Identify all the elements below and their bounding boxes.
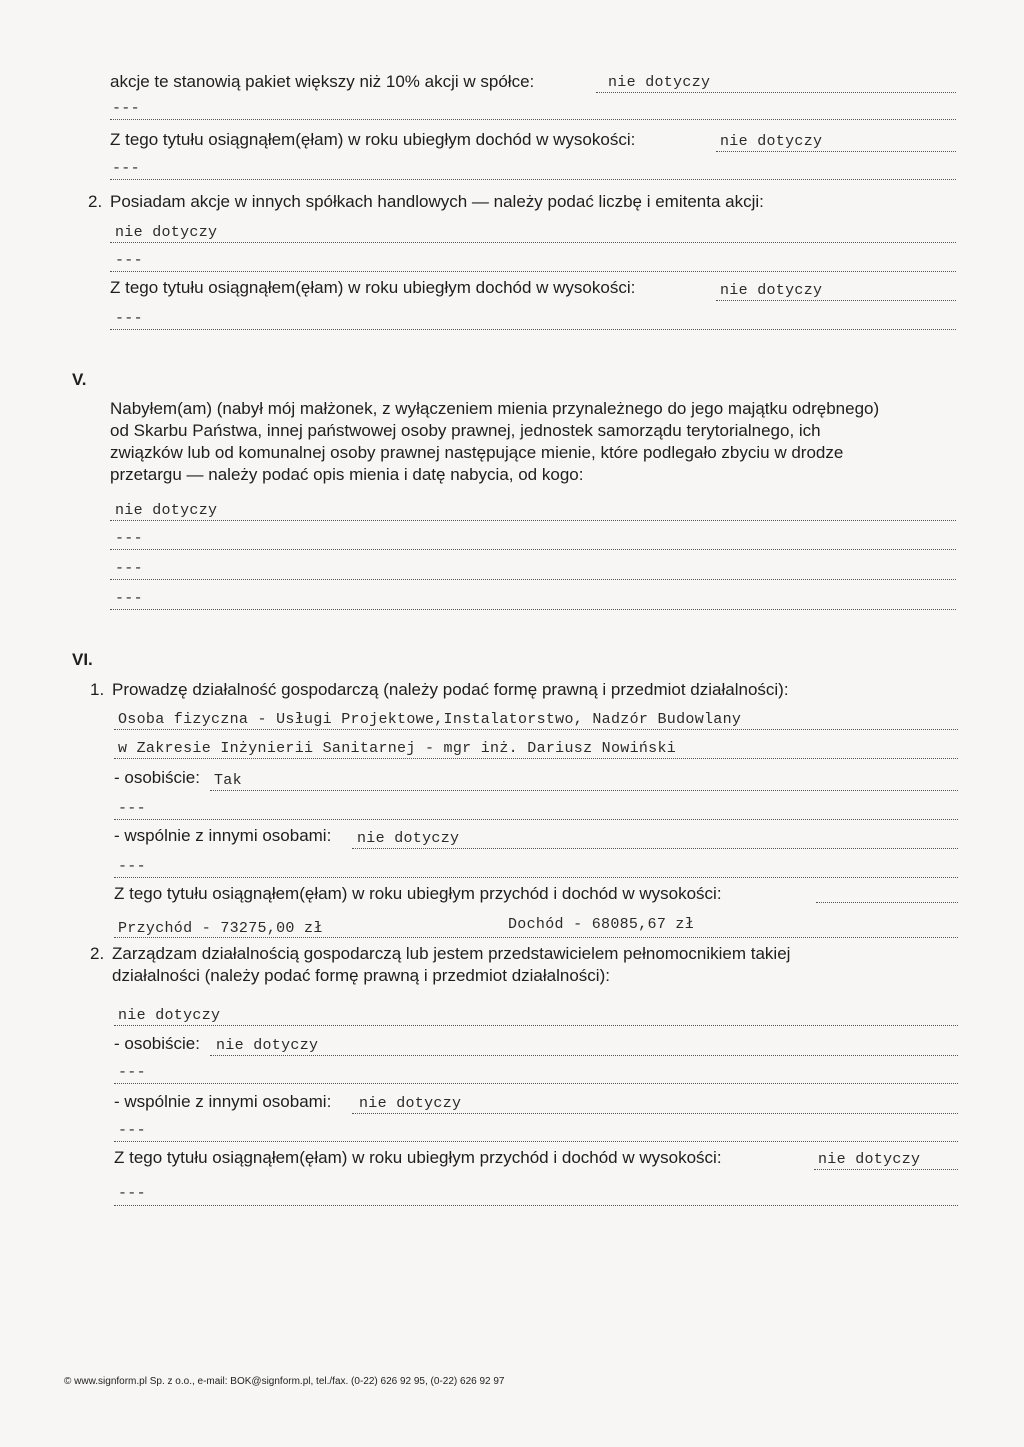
dotted-rule (716, 151, 956, 152)
dotted-rule (110, 119, 956, 120)
section-vi-item2-number: 2. (90, 944, 105, 963)
income-extra-2: --- (115, 310, 143, 327)
item2-personally-extra: --- (118, 1064, 146, 1081)
section-vi-item2-value: nie dotyczy (118, 1007, 221, 1024)
item2-personally-label: - osobiście: (114, 1034, 200, 1053)
section-v-extra-2: --- (115, 560, 143, 577)
dotted-rule (114, 729, 958, 730)
section-v-extra-1: --- (115, 530, 143, 547)
section-v-value: nie dotyczy (115, 502, 218, 519)
item2-number: 2. (88, 192, 103, 211)
dotted-rule (716, 300, 956, 301)
item2-income-label: Z tego tytułu osiągnąłem(ęłam) w roku ubiegłym przychód i dochód w wysokości: (114, 1148, 722, 1167)
dotted-rule (114, 758, 958, 759)
personally-extra: --- (118, 800, 146, 817)
dotted-rule (110, 609, 956, 610)
dotted-rule (114, 1083, 958, 1084)
item2-label: Posiadam akcje w innych spółkach handlowych — należy podać liczbę i emitenta akcji: (110, 192, 764, 211)
item2-jointly-value: nie dotyczy (359, 1095, 462, 1112)
profit-value: Dochód - 68085,67 zł (508, 916, 695, 933)
dotted-rule (110, 179, 956, 180)
section-vi-item1-label: Prowadzę działalność gospodarczą (należy podać formę prawną i przedmiot działalności): (112, 680, 789, 699)
income-extra-1: --- (112, 160, 140, 177)
income-value-2: nie dotyczy (720, 282, 823, 299)
income-label-2: Z tego tytułu osiągnąłem(ęłam) w roku ubiegłym dochód w wysokości: (110, 278, 636, 297)
item2-extra: --- (115, 252, 143, 269)
section-vi-item2-label-line2: działalności (należy podać formę prawną i przedmiot działalności): (112, 966, 610, 985)
item2-personally-value: nie dotyczy (216, 1037, 319, 1054)
dotted-rule (114, 1141, 958, 1142)
item2-jointly-label: - wspólnie z innymi osobami: (114, 1092, 332, 1111)
section-vi-item2-label-line1: Zarządzam działalnością gospodarczą lub jestem przedstawicielem pełnomocnikiem takiej (112, 944, 791, 963)
personally-value: Tak (214, 772, 242, 789)
shares-10pct-value: nie dotyczy (608, 74, 711, 91)
jointly-extra: --- (118, 858, 146, 875)
footer-text: © www.signform.pl Sp. z o.o., e-mail: BOK@signform.pl, tel./fax. (0-22) 626 92 95, (0-22) 626 92 97 (64, 1376, 505, 1387)
dotted-rule (210, 1055, 958, 1056)
dotted-rule (114, 819, 958, 820)
section-vi-item1-value-line2: w Zakresie Inżynierii Sanitarnej - mgr inż. Dariusz Nowiński (118, 740, 677, 757)
dotted-rule (114, 1205, 958, 1206)
section-vi-income-label: Z tego tytułu osiągnąłem(ęłam) w roku ubiegłym przychód i dochód w wysokości: (114, 884, 722, 903)
dotted-rule (110, 242, 956, 243)
section-vi-number: VI. (72, 650, 93, 669)
section-vi-item1-value-line1: Osoba fizyczna - Usługi Projektowe,Instalatorstwo, Nadzór Budowlany (118, 711, 742, 728)
dotted-rule (816, 902, 958, 903)
dotted-rule (114, 937, 958, 938)
jointly-value: nie dotyczy (357, 830, 460, 847)
section-v-extra-3: --- (115, 590, 143, 607)
income-label-1: Z tego tytułu osiągnąłem(ęłam) w roku ubiegłym dochód w wysokości: (110, 130, 636, 149)
dotted-rule (114, 877, 958, 878)
dotted-rule (352, 848, 958, 849)
jointly-label: - wspólnie z innymi osobami: (114, 826, 332, 845)
dotted-rule (596, 92, 956, 93)
dotted-rule (114, 1025, 958, 1026)
dotted-rule (110, 271, 956, 272)
item2-value: nie dotyczy (115, 224, 218, 241)
revenue-value: Przychód - 73275,00 zł (118, 920, 323, 937)
item2-income-extra: --- (118, 1185, 146, 1202)
income-value-1: nie dotyczy (720, 133, 823, 150)
dotted-rule (110, 549, 956, 550)
section-v-text: Nabyłem(am) (nabył mój małżonek, z wyłączeniem mienia przynależnego do jego majątku odrębnego) od Skarbu Państwa, innej państwowej osoby prawnej, jednostek samorządu terytorialnego, ich związków lub od komunalnej osoby prawnej następujące mienie, które podlegało zbyciu w drodze przetargu — należy podać opis mienia i datę nabycia, od kogo: (110, 399, 880, 484)
section-v-number: V. (72, 370, 87, 389)
item2-income-value: nie dotyczy (818, 1151, 921, 1168)
dotted-rule (210, 790, 958, 791)
dotted-rule (110, 520, 956, 521)
shares-10pct-extra: --- (112, 100, 140, 117)
shares-10pct-label: akcje te stanowią pakiet większy niż 10% akcji w spółce: (110, 72, 535, 91)
item2-jointly-extra: --- (118, 1122, 146, 1139)
section-vi-item1-number: 1. (90, 680, 105, 699)
dotted-rule (814, 1169, 958, 1170)
dotted-rule (352, 1113, 958, 1114)
personally-label: - osobiście: (114, 768, 200, 787)
dotted-rule (110, 579, 956, 580)
dotted-rule (110, 329, 956, 330)
